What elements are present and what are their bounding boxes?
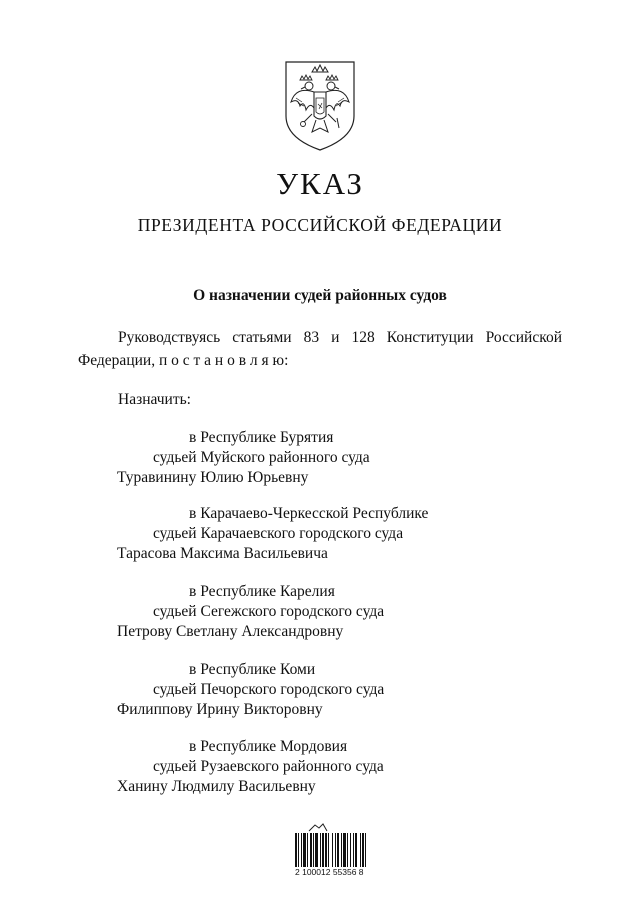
preamble-line-2: Федерации, п о с т а н о в л я ю: <box>78 352 289 369</box>
appointment-region: в Карачаево-Черкесской Республике <box>189 505 429 522</box>
preamble-line-1: Руководствуясь статьями 83 и 128 Конституции Российской <box>118 329 562 346</box>
appointment-court: судьей Карачаевского городского суда <box>153 525 404 542</box>
appointment-court: судьей Сегежского городского суда <box>153 603 385 620</box>
appointment-court: судьей Рузаевского районного суда <box>153 758 384 775</box>
decree-subject: О назначении судей районных судов <box>193 287 447 304</box>
appointment-region: в Республике Коми <box>189 661 316 678</box>
barcode <box>295 822 389 878</box>
appointment-person: Туравинину Юлию Юрьевну <box>117 469 309 486</box>
appointment-region: в Республике Бурятия <box>189 429 334 446</box>
appointment-item <box>0 661 640 731</box>
document-type-title: УКАЗ <box>276 166 364 201</box>
barcode-number: 2 100012 55356 8 <box>295 867 364 877</box>
appointment-person: Тарасова Максима Васильевича <box>117 545 328 562</box>
appointment-court: судьей Муйского районного суда <box>153 449 370 466</box>
coat-of-arms-icon <box>282 58 358 154</box>
appointment-item <box>0 429 640 499</box>
appointment-person: Ханину Людмилу Васильевну <box>117 778 316 795</box>
appoint-label: Назначить: <box>118 391 191 408</box>
barcode-logo-icon <box>307 822 329 832</box>
appointment-region: в Республике Мордовия <box>189 738 348 755</box>
appointment-person: Филиппову Ирину Викторовну <box>117 701 323 718</box>
appointment-item <box>0 583 640 653</box>
appointment-person: Петрову Светлану Александровну <box>117 623 344 640</box>
issuer-title: ПРЕЗИДЕНТА РОССИЙСКОЙ ФЕДЕРАЦИИ <box>137 215 503 235</box>
barcode-icon <box>295 833 389 867</box>
appointment-item <box>0 738 640 808</box>
appointment-court: судьей Печорского городского суда <box>153 681 385 698</box>
appointment-item <box>0 505 640 575</box>
appointment-region: в Республике Карелия <box>189 583 335 600</box>
